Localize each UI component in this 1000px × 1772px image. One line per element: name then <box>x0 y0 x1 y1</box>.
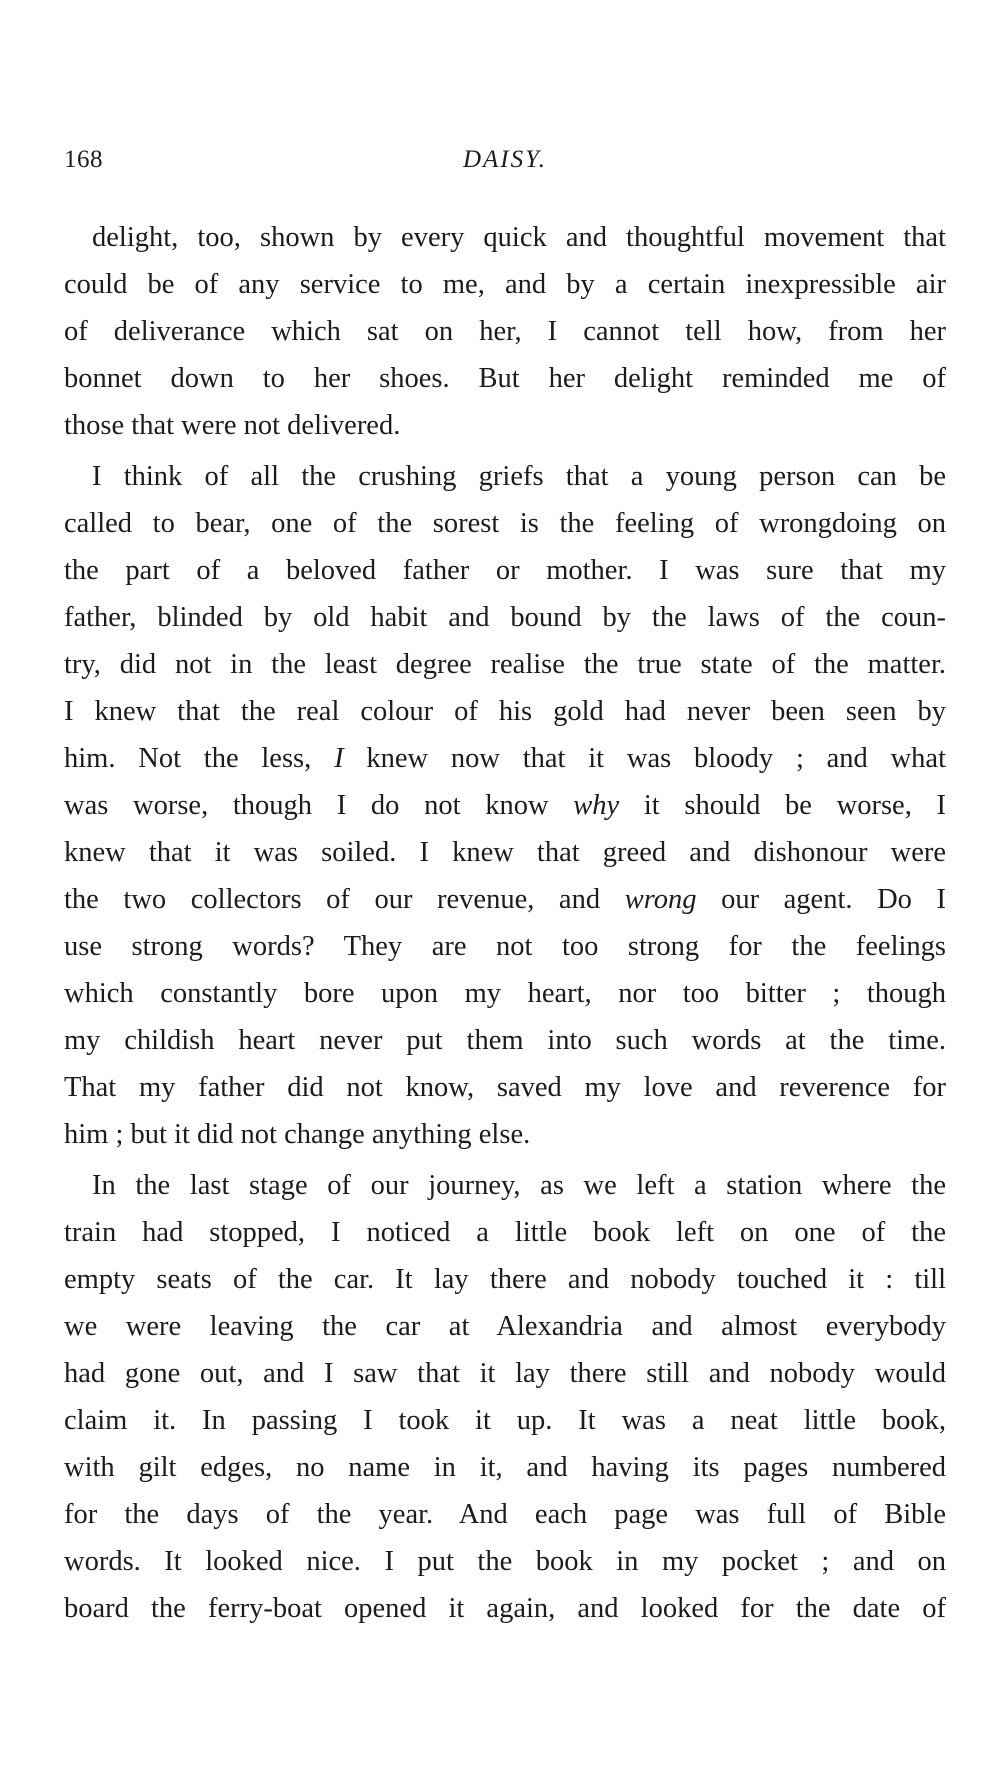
text-line: father, blinded by old habit and bound by the laws of the coun- <box>64 602 946 633</box>
text-line: In the last stage of our journey, as we left a station where the <box>92 1170 946 1201</box>
text-line: board the ferry-boat opened it again, and looked for the date of <box>64 1593 946 1624</box>
page-header <box>64 146 946 186</box>
paragraph-2 <box>64 453 946 1158</box>
text-line: those that were not delivered. <box>64 410 401 441</box>
text-line: bonnet down to her shoes. But her delight reminded me of <box>64 363 946 394</box>
text-line: of deliverance which sat on her, I cannot tell how, from her <box>64 316 946 347</box>
text-line: was worse, though I do not know why it should be worse, I <box>64 790 946 821</box>
text-line: try, did not in the least degree realise the true state of the matter. <box>64 649 946 680</box>
text-line: claim it. In passing I took it up. It was a neat little book, <box>64 1405 946 1436</box>
text-line: my childish heart never put them into such words at the time. <box>64 1025 946 1056</box>
page-number: 168 <box>64 146 103 173</box>
text-line: knew that it was soiled. I knew that greed and dishonour were <box>64 837 946 868</box>
text-line: we were leaving the car at Alexandria and almost everybody <box>64 1311 946 1342</box>
text-line: which constantly bore upon my heart, nor too bitter ; though <box>64 978 946 1009</box>
text-line: words. It looked nice. I put the book in my pocket ; and on <box>64 1546 946 1577</box>
text-line: That my father did not know, saved my love and reverence for <box>64 1072 946 1103</box>
text-line: had gone out, and I saw that it lay there still and nobody would <box>64 1358 946 1389</box>
text-line: him ; but it did not change anything else. <box>64 1119 531 1150</box>
text-line: him. Not the less, I knew now that it was bloody ; and what <box>64 743 946 774</box>
text-line: could be of any service to me, and by a certain inexpressible air <box>64 269 946 300</box>
text-line: delight, too, shown by every quick and thoughtful movement that <box>92 222 946 253</box>
text-line: with gilt edges, no name in it, and having its pages numbered <box>64 1452 946 1483</box>
text-line: for the days of the year. And each page was full of Bible <box>64 1499 946 1530</box>
text-line: the part of a beloved father or mother. I was sure that my <box>64 555 946 586</box>
text-line: I think of all the crushing griefs that a young person can be <box>92 461 946 492</box>
text-line: train had stopped, I noticed a little book left on one of the <box>64 1217 946 1248</box>
text-line: empty seats of the car. It lay there and nobody touched it : till <box>64 1264 946 1295</box>
running-title: DAISY. <box>462 146 547 173</box>
paragraph-1 <box>64 214 946 449</box>
body-text <box>64 214 946 1636</box>
paragraph-3 <box>64 1162 946 1632</box>
text-line: I knew that the real colour of his gold had never been seen by <box>64 696 946 727</box>
text-line: the two collectors of our revenue, and wrong our agent. Do I <box>64 884 946 915</box>
text-line: called to bear, one of the sorest is the feeling of wrongdoing on <box>64 508 946 539</box>
text-line: use strong words? They are not too strong for the feelings <box>64 931 946 962</box>
